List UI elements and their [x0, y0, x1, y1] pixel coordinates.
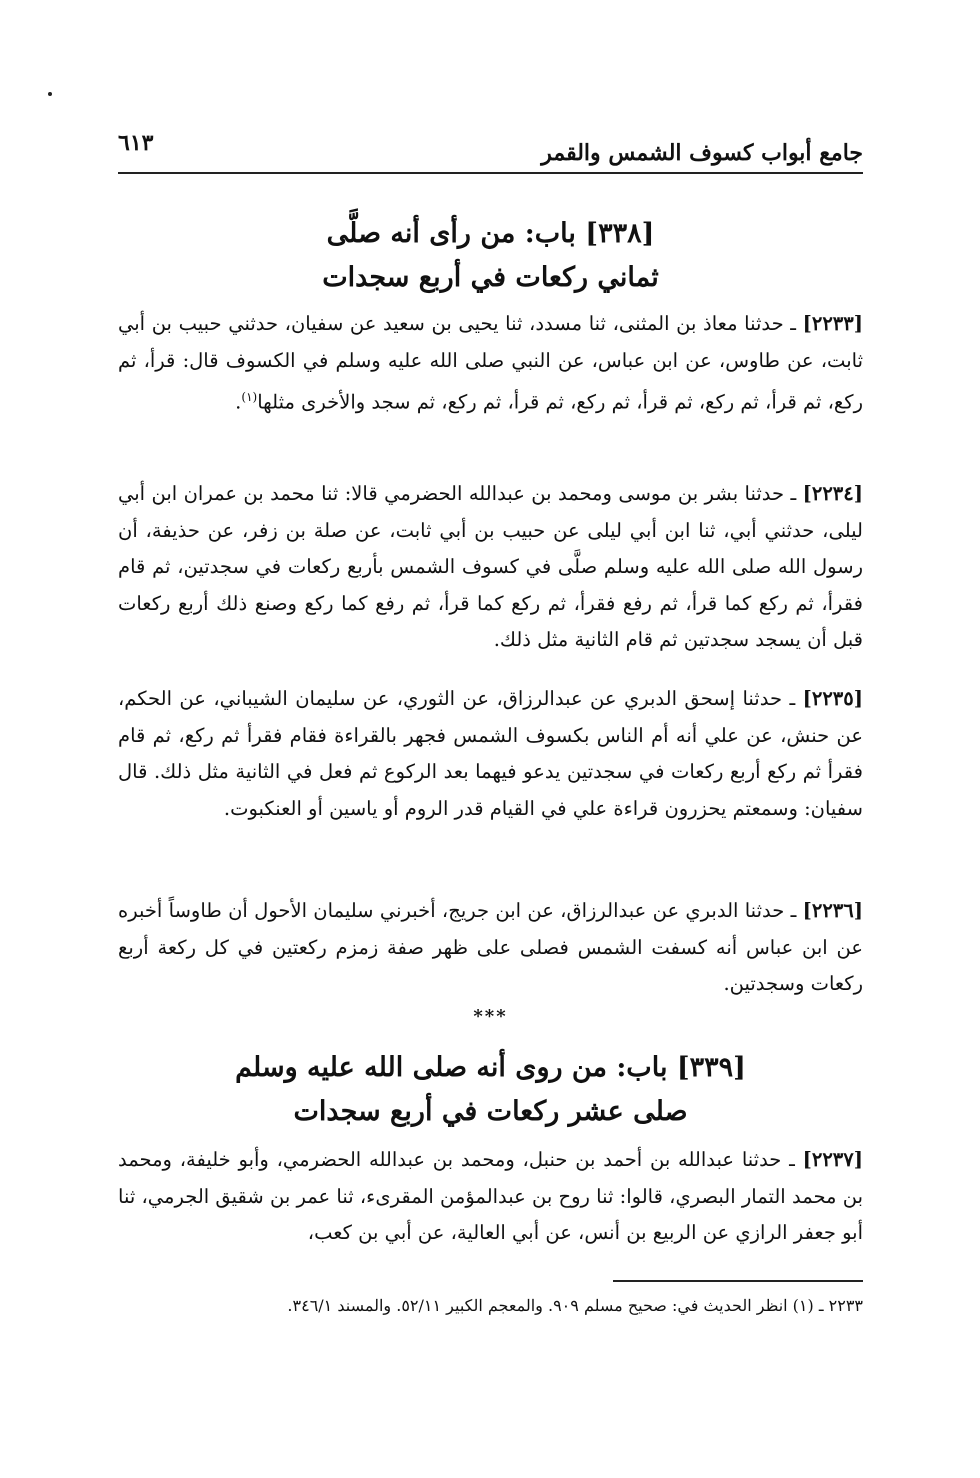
footnote-marker: (١) [241, 390, 258, 404]
chapter-subtitle-line: صلى عشر ركعات في أربع سجدات [293, 1096, 688, 1127]
running-title: جامع أبواب كسوف الشمس والقمر [541, 140, 863, 166]
hadith-paragraph [118, 476, 863, 659]
hadith-text: ـ حدثنا عبدالله بن أحمد بن حنبل، ومحمد بن عبدالله الحضرمي، وأبو خليفة، ومحمد بن محمد التمار البصري، قالوا: ثنا روح بن عبدالمؤمن المقرىء، ثنا عمر بن شقيق الجرمي، ثنا أبو جعفر الرازي عن الربيع بن أنس، عن أبي العالية، عن أبي بن كعب، [118, 1148, 863, 1244]
hadith-number: [٢٢٣٥] [802, 687, 863, 710]
chapter-subtitle-line: ثماني ركعات في أربع سجدات [322, 262, 659, 293]
hadith-number: [٢٢٣٣] [802, 312, 863, 335]
page-header [118, 130, 863, 174]
header-rule [118, 172, 863, 174]
hadith-text: ـ حدثنا معاذ بن المثنى، ثنا مسدد، ثنا يحيى بن سعيد عن سفيان، حدثني حبيب بن أبي ثابت، عن طاوس، عن ابن عباس، عن النبي صلى الله عليه وسلم في الكسوف قال: قرأ، ثم ركع، ثم قرأ، ثم ركع، ثم قرأ، ثم ركع، ثم قرأ، ثم ركع، ثم سجد والأخرى مثلها [118, 312, 863, 414]
footnote: ٢٢٣٣ ـ (١) انظر الحديث في: صحيح مسلم ٩٠٩. والمعجم الكبير ٥٢/١١. والمسند ٣٤٦/١. [287, 1296, 863, 1315]
hadith-number: [٢٢٣٤] [802, 482, 863, 505]
hadith-text: ـ حدثنا إسحق الدبري عن عبدالرزاق، عن الثوري، عن سليمان الشيباني، عن الحكم، عن حنش، عن علي أنه أم الناس بكسوف الشمس فجهر بالقراءة فقام فقرأ ثم ركع، ثم قام فقرأ ثم ركع أربع ركعات في سجدتين يدعو فيهما بعد الركوع ثم فعل في الثانية مثل ذلك. قال سفيان: وسمعتم يحزرون قراءة علي في القيام قدر الروم أو ياسين أو العنكبوت. [118, 687, 863, 820]
book-page [118, 0, 863, 1478]
page-number: ٦١٣ [118, 130, 154, 156]
footnote-rule [613, 1280, 863, 1282]
hadith-end: . [235, 390, 242, 414]
chapter-heading [118, 212, 863, 300]
chapter-title-line: [٣٣٨] باب: من رأى أنه صلَّى [326, 218, 655, 249]
hadith-paragraph [118, 681, 863, 827]
hadith-text: ـ حدثنا الدبري عن عبدالرزاق، عن ابن جريج، أخبرني سليمان الأحول أن طاوساً أخبره عن ابن عباس أنه كسفت الشمس فصلى على ظهر صفة زمزم ركعتين في كل ركعة أربع ركعات وسجدتين. [118, 899, 863, 995]
hadith-paragraph [118, 306, 863, 421]
hadith-paragraph [118, 893, 863, 1003]
hadith-paragraph [118, 1142, 863, 1252]
hadith-text: ـ حدثنا بشر بن موسى ومحمد بن عبدالله الحضرمي قالا: ثنا محمد بن عمران ابن أبي ليلى، حدثني أبي، ثنا ابن أبي ليلى عن حبيب بن أبي ثابت، عن صلة بن زفر، عن حذيفة، أن رسول الله صلى الله عليه وسلم صلَّى في كسوف الشمس بأربع ركعات في سجدتين، ثم قام فقرأ، ثم ركع كما قرأ، ثم رفع فقرأ، ثم ركع كما قرأ، ثم رفع كما ركع وصنع ذلك أربع ركعات قبل أن يسجد سجدتين ثم قام الثانية مثل ذلك. [118, 482, 863, 651]
chapter-title-line: [٣٣٩] باب: من روى أنه صلى الله عليه وسلم [235, 1052, 746, 1083]
chapter-heading [118, 1046, 863, 1134]
section-separator: *** [473, 1006, 508, 1027]
hadith-number: [٢٢٣٦] [802, 899, 863, 922]
speck [48, 92, 52, 96]
hadith-number: [٢٢٣٧] [802, 1148, 863, 1171]
